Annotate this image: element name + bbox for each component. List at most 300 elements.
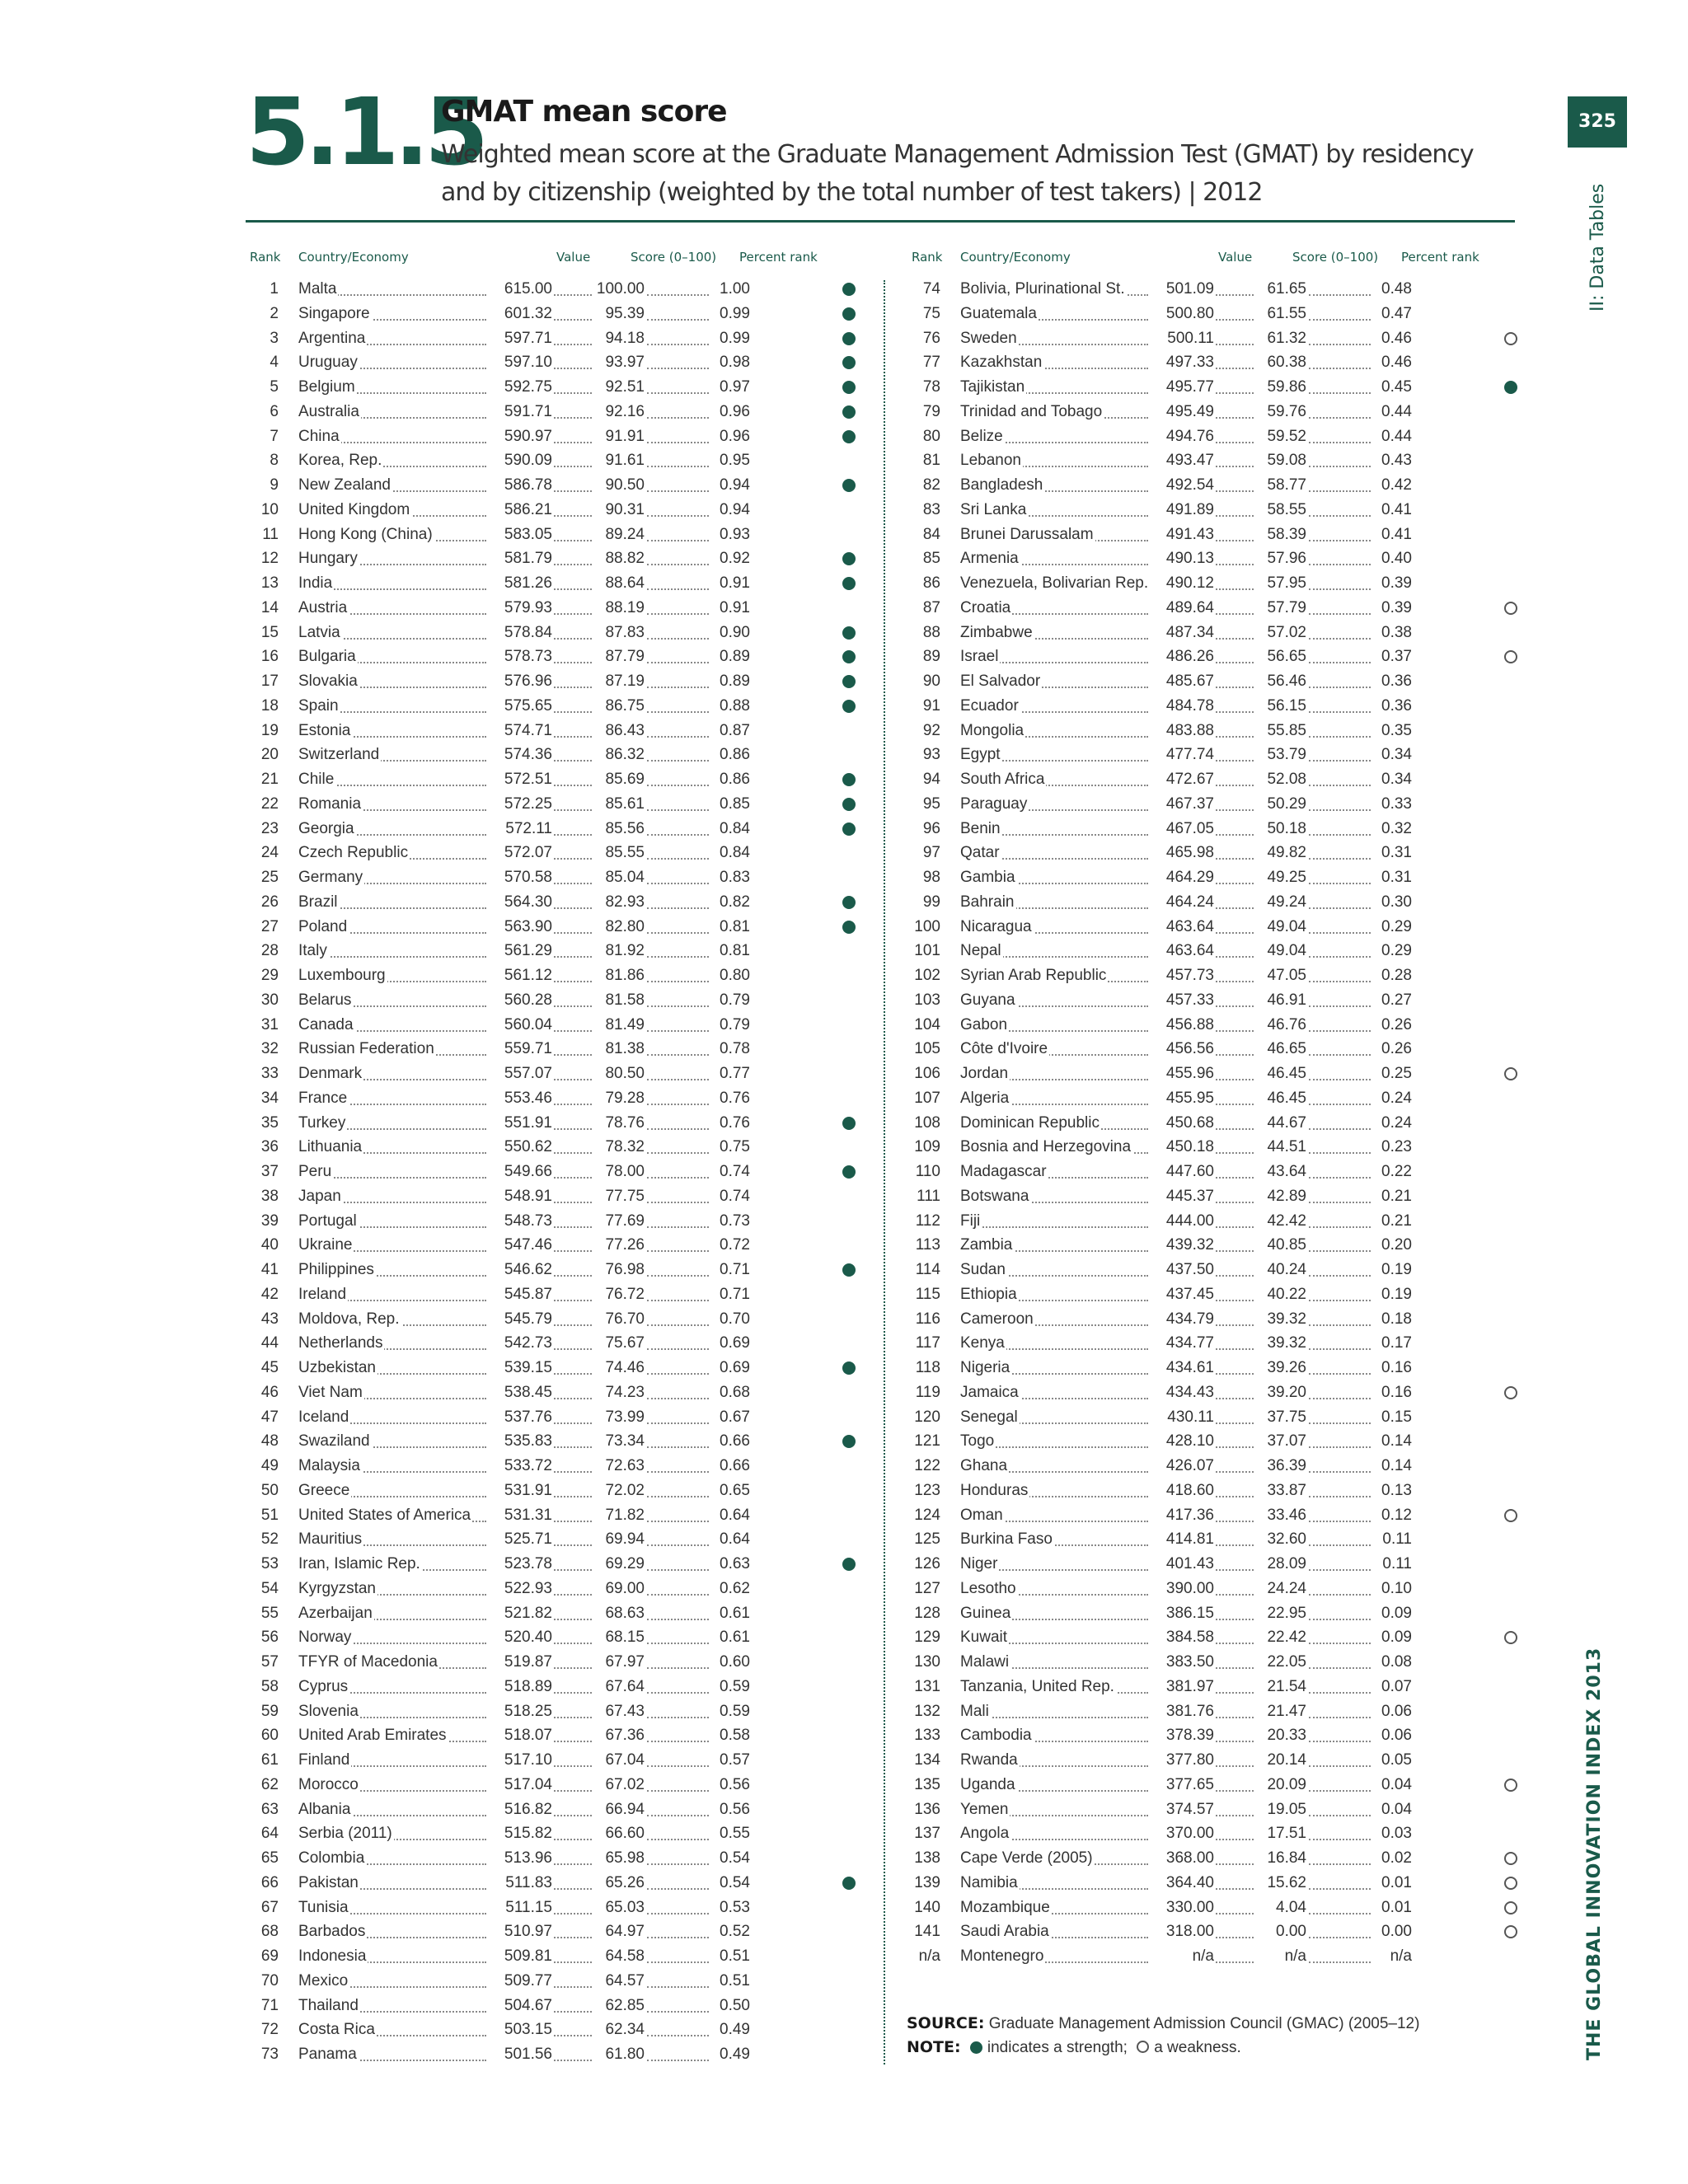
percent-cell: 0.64 <box>709 1503 750 1528</box>
country-cell: Colombia <box>297 1846 366 1871</box>
country-cell: Slovakia <box>297 669 359 694</box>
rank-cell: 60 <box>231 1723 279 1748</box>
score-cell: 44.51 <box>1255 1135 1306 1160</box>
table-row <box>893 326 1536 351</box>
value-cell: 553.46 <box>486 1086 552 1111</box>
value-cell: 518.07 <box>486 1723 552 1748</box>
rank-cell: 15 <box>231 621 279 645</box>
value-cell: 520.40 <box>486 1625 552 1650</box>
table-row <box>893 1699 1536 1724</box>
value-cell: 467.05 <box>1148 817 1214 841</box>
strength-icon <box>842 381 856 394</box>
value-cell: 368.00 <box>1148 1846 1214 1871</box>
country-cell: Serbia (2011) <box>297 1821 394 1846</box>
strength-icon <box>842 1558 856 1571</box>
score-cell: 22.95 <box>1255 1601 1306 1626</box>
table-row <box>231 1919 874 1944</box>
country-cell: Bosnia and Herzegovina <box>959 1135 1132 1160</box>
score-cell: 37.75 <box>1255 1405 1306 1430</box>
value-cell: 457.73 <box>1148 963 1214 988</box>
score-cell: 33.46 <box>1255 1503 1306 1528</box>
score-cell: 92.51 <box>593 375 645 400</box>
country-cell: El Salvador <box>959 669 1042 694</box>
country-cell: Bolivia, Plurinational St. <box>959 277 1127 302</box>
country-cell: Brazil <box>297 890 340 915</box>
value-cell: 517.10 <box>486 1748 552 1773</box>
country-cell: Uzbekistan <box>297 1356 377 1380</box>
percent-cell: 0.60 <box>709 1650 750 1675</box>
score-cell: 57.96 <box>1255 546 1306 571</box>
percent-cell: 0.16 <box>1371 1380 1412 1405</box>
score-cell: 91.61 <box>593 448 645 473</box>
country-cell: Togo <box>959 1429 996 1454</box>
country-cell: Slovenia <box>297 1699 360 1724</box>
country-cell: Saudi Arabia <box>959 1919 1051 1944</box>
country-cell: Rwanda <box>959 1748 1020 1773</box>
strength-icon <box>842 552 856 565</box>
score-cell: 22.05 <box>1255 1650 1306 1675</box>
rank-cell: 125 <box>893 1527 940 1552</box>
rank-cell: 139 <box>893 1871 940 1896</box>
percent-cell: 0.58 <box>709 1723 750 1748</box>
percent-cell: 0.78 <box>709 1037 750 1062</box>
score-cell: 15.62 <box>1255 1871 1306 1896</box>
weakness-icon <box>1504 1779 1517 1792</box>
table-row <box>231 277 874 302</box>
score-cell: 100.00 <box>593 277 645 302</box>
rank-cell: 26 <box>231 890 279 915</box>
country-cell: Australia <box>297 400 361 424</box>
percent-cell: 0.84 <box>709 841 750 865</box>
rank-cell: 53 <box>231 1552 279 1577</box>
percent-cell: 0.01 <box>1371 1871 1412 1896</box>
value-cell: 370.00 <box>1148 1821 1214 1846</box>
score-cell: 61.55 <box>1255 302 1306 326</box>
score-cell: 49.25 <box>1255 865 1306 890</box>
source-text: Graduate Management Admission Council (GMAC) (2005–12) <box>988 2015 1420 2032</box>
value-cell: 418.60 <box>1148 1479 1214 1503</box>
value-cell: 509.81 <box>486 1944 552 1969</box>
score-cell: 66.60 <box>593 1821 645 1846</box>
percent-cell: 0.56 <box>709 1797 750 1822</box>
score-cell: 40.22 <box>1255 1282 1306 1307</box>
table-row <box>231 2042 874 2067</box>
score-cell: 21.54 <box>1255 1675 1306 1699</box>
rank-cell: 99 <box>893 890 940 915</box>
rank-cell: 4 <box>231 350 279 375</box>
rank-cell: 136 <box>893 1797 940 1822</box>
rank-cell: 50 <box>231 1479 279 1503</box>
score-cell: 65.03 <box>593 1896 645 1920</box>
table-row <box>893 743 1536 767</box>
percent-cell: 0.19 <box>1371 1258 1412 1282</box>
table-row <box>893 1405 1536 1430</box>
value-cell: 560.28 <box>486 988 552 1013</box>
percent-cell: 0.86 <box>709 767 750 792</box>
country-cell: Pakistan <box>297 1871 360 1896</box>
country-cell: Luxembourg <box>297 963 387 988</box>
col-head-value-right: Value <box>1218 250 1253 265</box>
country-cell: Lithuania <box>297 1135 363 1160</box>
table-row <box>231 1160 874 1184</box>
weakness-icon <box>1137 2041 1149 2053</box>
table-row <box>231 841 874 865</box>
percent-cell: 0.67 <box>709 1405 750 1430</box>
country-cell: Ethiopia <box>959 1282 1019 1307</box>
rank-cell: 106 <box>893 1062 940 1086</box>
percent-cell: 0.57 <box>709 1748 750 1773</box>
rank-cell: 67 <box>231 1896 279 1920</box>
score-cell: 72.63 <box>593 1454 645 1479</box>
country-cell: Italy <box>297 939 329 963</box>
value-cell: 578.84 <box>486 621 552 645</box>
value-cell: 377.80 <box>1148 1748 1214 1773</box>
score-cell: 50.18 <box>1255 817 1306 841</box>
strength-icon <box>842 700 856 713</box>
percent-cell: 0.06 <box>1371 1723 1412 1748</box>
percent-cell: 0.98 <box>709 350 750 375</box>
country-cell: Burkina Faso <box>959 1527 1054 1552</box>
score-cell: 68.15 <box>593 1625 645 1650</box>
value-cell: 491.89 <box>1148 498 1214 523</box>
value-cell: 386.15 <box>1148 1601 1214 1626</box>
percent-cell: 0.51 <box>709 1944 750 1969</box>
value-cell: 464.29 <box>1148 865 1214 890</box>
note-text-weakness: a weakness. <box>1154 2039 1241 2056</box>
header-rule <box>246 220 1515 223</box>
rank-cell: 9 <box>231 473 279 498</box>
score-cell: 77.75 <box>593 1184 645 1209</box>
col-head-percent-right: Percent rank <box>1401 250 1479 265</box>
table-row <box>893 1184 1536 1209</box>
country-cell: Iran, Islamic Rep. <box>297 1552 422 1577</box>
note-text-strength: indicates a strength; <box>987 2039 1128 2056</box>
table-row <box>893 1871 1536 1896</box>
percent-cell: 0.62 <box>709 1577 750 1601</box>
percent-cell: 0.26 <box>1371 1013 1412 1038</box>
rank-cell: 83 <box>893 498 940 523</box>
strength-icon <box>842 921 856 934</box>
table-row <box>893 1479 1536 1503</box>
percent-cell: 0.04 <box>1371 1773 1412 1797</box>
value-cell: 539.15 <box>486 1356 552 1380</box>
country-cell: Ecuador <box>959 694 1020 719</box>
percent-cell: 0.40 <box>1371 546 1412 571</box>
rank-cell: 74 <box>893 277 940 302</box>
country-cell: Azerbaijan <box>297 1601 374 1626</box>
table-row <box>893 1307 1536 1332</box>
strength-icon <box>842 1435 856 1448</box>
country-cell: Mauritius <box>297 1527 363 1552</box>
value-cell: 430.11 <box>1148 1405 1214 1430</box>
value-cell: 401.43 <box>1148 1552 1214 1577</box>
table-row <box>231 1871 874 1896</box>
col-head-score: Score (0–100) <box>631 250 717 265</box>
rank-cell: 37 <box>231 1160 279 1184</box>
value-cell: 601.32 <box>486 302 552 326</box>
percent-cell: 0.96 <box>709 424 750 449</box>
country-cell: Paraguay <box>959 792 1029 817</box>
value-cell: 501.56 <box>486 2042 552 2067</box>
value-cell: 484.78 <box>1148 694 1214 719</box>
col-head-country: Country/Economy <box>298 250 409 265</box>
country-cell: Cyprus <box>297 1675 349 1699</box>
rank-cell: 23 <box>231 817 279 841</box>
rank-cell: 32 <box>231 1037 279 1062</box>
table-row <box>893 375 1536 400</box>
value-cell: 523.78 <box>486 1552 552 1577</box>
value-cell: 511.83 <box>486 1871 552 1896</box>
rank-cell: 46 <box>231 1380 279 1405</box>
value-cell: 463.64 <box>1148 915 1214 940</box>
country-cell: Greece <box>297 1479 351 1503</box>
rank-cell: 27 <box>231 915 279 940</box>
country-cell: Angola <box>959 1821 1010 1846</box>
score-cell: 91.91 <box>593 424 645 449</box>
source-label: SOURCE: <box>907 2014 985 2032</box>
rank-cell: 39 <box>231 1209 279 1234</box>
page-title: GMAT mean score <box>441 95 727 129</box>
strength-icon <box>842 479 856 492</box>
table-row <box>893 1919 1536 1944</box>
country-cell: Belgium <box>297 375 357 400</box>
score-cell: 46.45 <box>1255 1086 1306 1111</box>
percent-cell: 0.72 <box>709 1233 750 1258</box>
note-label: NOTE: <box>907 2038 961 2056</box>
strength-icon <box>842 1117 856 1130</box>
country-cell: Guyana <box>959 988 1017 1013</box>
score-cell: 87.79 <box>593 644 645 669</box>
country-cell: Gambia <box>959 865 1017 890</box>
table-row <box>231 473 874 498</box>
score-cell: 39.32 <box>1255 1331 1306 1356</box>
rank-cell: 98 <box>893 865 940 890</box>
value-cell: 500.80 <box>1148 302 1214 326</box>
value-cell: 576.96 <box>486 669 552 694</box>
rank-cell: 134 <box>893 1748 940 1773</box>
rank-cell: 1 <box>231 277 279 302</box>
value-cell: n/a <box>1148 1944 1214 1969</box>
value-cell: 437.45 <box>1148 1282 1214 1307</box>
table-row <box>893 277 1536 302</box>
value-cell: 559.71 <box>486 1037 552 1062</box>
value-cell: 572.07 <box>486 841 552 865</box>
percent-cell: 0.17 <box>1371 1331 1412 1356</box>
percent-cell: 0.29 <box>1371 915 1412 940</box>
value-cell: 509.77 <box>486 1969 552 1994</box>
value-cell: 491.43 <box>1148 523 1214 547</box>
score-cell: 78.00 <box>593 1160 645 1184</box>
value-cell: 538.45 <box>486 1380 552 1405</box>
country-cell: Nigeria <box>959 1356 1011 1380</box>
rank-cell: 6 <box>231 400 279 424</box>
value-cell: 450.68 <box>1148 1111 1214 1136</box>
value-cell: 515.82 <box>486 1821 552 1846</box>
score-cell: 81.86 <box>593 963 645 988</box>
rank-cell: 30 <box>231 988 279 1013</box>
country-cell: Albania <box>297 1797 352 1822</box>
table-row <box>231 1013 874 1038</box>
rank-cell: 114 <box>893 1258 940 1282</box>
country-cell: Indonesia <box>297 1944 368 1969</box>
percent-cell: 0.15 <box>1371 1405 1412 1430</box>
percent-cell: 0.80 <box>709 963 750 988</box>
value-cell: 597.71 <box>486 326 552 351</box>
percent-cell: 0.00 <box>1371 1919 1412 1944</box>
value-cell: 533.72 <box>486 1454 552 1479</box>
rank-cell: 70 <box>231 1969 279 1994</box>
percent-cell: 0.81 <box>709 915 750 940</box>
strength-icon <box>842 1877 856 1890</box>
country-cell: Syrian Arab Republic <box>959 963 1108 988</box>
country-cell: Honduras <box>959 1479 1029 1503</box>
strength-icon <box>842 1263 856 1277</box>
rank-cell: 75 <box>893 302 940 326</box>
country-cell: Canada <box>297 1013 355 1038</box>
country-cell: Egypt <box>959 743 1002 767</box>
rank-cell: 138 <box>893 1846 940 1871</box>
table-row <box>893 817 1536 841</box>
score-cell: 33.87 <box>1255 1479 1306 1503</box>
percent-cell: 0.21 <box>1371 1209 1412 1234</box>
percent-cell: 0.19 <box>1371 1282 1412 1307</box>
value-cell: 575.65 <box>486 694 552 719</box>
score-cell: 82.80 <box>593 915 645 940</box>
table-row <box>231 915 874 940</box>
rank-cell: 71 <box>231 1994 279 2018</box>
table-row <box>231 1969 874 1994</box>
value-cell: 414.81 <box>1148 1527 1214 1552</box>
country-cell: Tunisia <box>297 1896 350 1920</box>
percent-cell: 0.91 <box>709 571 750 596</box>
percent-cell: 0.36 <box>1371 694 1412 719</box>
table-row <box>893 1527 1536 1552</box>
country-cell: Mali <box>959 1699 991 1724</box>
country-cell: Croatia <box>959 596 1012 621</box>
percent-cell: 0.26 <box>1371 1037 1412 1062</box>
percent-cell: 0.85 <box>709 792 750 817</box>
value-cell: 417.36 <box>1148 1503 1214 1528</box>
table-row <box>231 375 874 400</box>
country-cell: Cambodia <box>959 1723 1034 1748</box>
value-cell: 492.54 <box>1148 473 1214 498</box>
score-cell: 59.08 <box>1255 448 1306 473</box>
table-row <box>231 767 874 792</box>
score-cell: 56.65 <box>1255 644 1306 669</box>
percent-cell: 0.64 <box>709 1527 750 1552</box>
rank-cell: 141 <box>893 1919 940 1944</box>
rank-cell: 128 <box>893 1601 940 1626</box>
score-cell: 80.50 <box>593 1062 645 1086</box>
table-row <box>231 1797 874 1822</box>
rank-cell: 119 <box>893 1380 940 1405</box>
rank-cell: 18 <box>231 694 279 719</box>
percent-cell: 0.88 <box>709 694 750 719</box>
country-cell: Belarus <box>297 988 353 1013</box>
rank-cell: 116 <box>893 1307 940 1332</box>
rank-cell: 22 <box>231 792 279 817</box>
country-cell: Armenia <box>959 546 1020 571</box>
country-cell: Philippines <box>297 1258 376 1282</box>
value-cell: 563.90 <box>486 915 552 940</box>
value-cell: 511.15 <box>486 1896 552 1920</box>
rank-cell: 66 <box>231 1871 279 1896</box>
score-cell: 71.82 <box>593 1503 645 1528</box>
score-cell: 64.58 <box>593 1944 645 1969</box>
country-cell: South Africa <box>959 767 1046 792</box>
score-cell: 58.77 <box>1255 473 1306 498</box>
table-row <box>231 1503 874 1528</box>
percent-cell: 0.73 <box>709 1209 750 1234</box>
value-cell: 426.07 <box>1148 1454 1214 1479</box>
score-cell: 85.55 <box>593 841 645 865</box>
rank-cell: 59 <box>231 1699 279 1724</box>
table-row <box>893 1896 1536 1920</box>
value-cell: 364.40 <box>1148 1871 1214 1896</box>
score-cell: 39.32 <box>1255 1307 1306 1332</box>
country-cell: Bulgaria <box>297 644 358 669</box>
table-row <box>893 1625 1536 1650</box>
table-left <box>231 277 874 2067</box>
value-cell: 560.04 <box>486 1013 552 1038</box>
table-row <box>893 1577 1536 1601</box>
country-cell: Tajikistan <box>959 375 1026 400</box>
country-cell: Bangladesh <box>959 473 1044 498</box>
weakness-icon <box>1504 1067 1517 1080</box>
percent-cell: 0.23 <box>1371 1135 1412 1160</box>
score-cell: 95.39 <box>593 302 645 326</box>
score-cell: 16.84 <box>1255 1846 1306 1871</box>
rank-cell: 96 <box>893 817 940 841</box>
percent-cell: 0.28 <box>1371 963 1412 988</box>
percent-cell: 0.48 <box>1371 277 1412 302</box>
country-cell: Kazakhstan <box>959 350 1043 375</box>
score-cell: 57.79 <box>1255 596 1306 621</box>
table-row <box>231 326 874 351</box>
rank-cell: 109 <box>893 1135 940 1160</box>
table-row <box>231 424 874 449</box>
value-cell: 592.75 <box>486 375 552 400</box>
rank-cell: 36 <box>231 1135 279 1160</box>
strength-icon <box>1504 381 1517 394</box>
table-row <box>231 448 874 473</box>
country-cell: Niger <box>959 1552 999 1577</box>
rank-cell: 33 <box>231 1062 279 1086</box>
value-cell: 572.51 <box>486 767 552 792</box>
value-cell: 570.58 <box>486 865 552 890</box>
table-row <box>231 2018 874 2042</box>
table-row <box>893 1454 1536 1479</box>
value-cell: 550.62 <box>486 1135 552 1160</box>
percent-cell: 0.87 <box>709 719 750 743</box>
score-cell: 40.24 <box>1255 1258 1306 1282</box>
percent-cell: 0.14 <box>1371 1429 1412 1454</box>
country-cell: United Arab Emirates <box>297 1723 448 1748</box>
rank-cell: 86 <box>893 571 940 596</box>
country-cell: Iceland <box>297 1405 350 1430</box>
value-cell: 574.36 <box>486 743 552 767</box>
col-head-country-right: Country/Economy <box>960 250 1071 265</box>
table-row <box>893 669 1536 694</box>
percent-cell: 0.12 <box>1371 1503 1412 1528</box>
table-row <box>893 1037 1536 1062</box>
country-cell: Panama <box>297 2042 359 2067</box>
country-cell: Argentina <box>297 326 367 351</box>
rank-cell: 81 <box>893 448 940 473</box>
percent-cell: 0.35 <box>1371 719 1412 743</box>
percent-cell: 0.54 <box>709 1846 750 1871</box>
value-cell: 374.57 <box>1148 1797 1214 1822</box>
